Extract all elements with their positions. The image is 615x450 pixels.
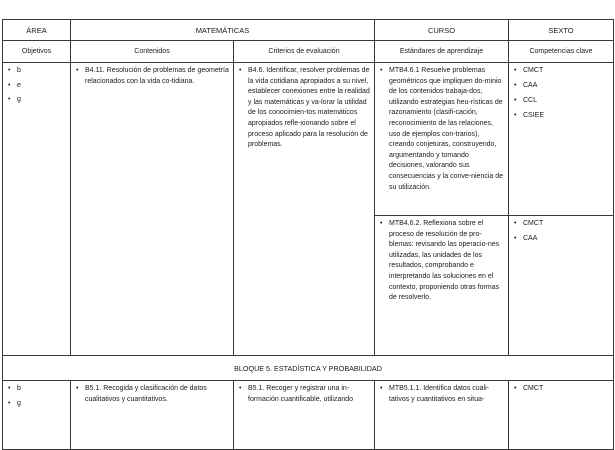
column-criterios-label: Criterios de evaluación xyxy=(268,48,340,55)
header-area-label: ÁREA xyxy=(26,25,47,35)
header-course-value xyxy=(508,19,614,41)
criterio-item: • B5.1. Recoger y registrar una in-formación cuantificable, utilizando xyxy=(237,384,370,405)
competencia-item: • CSIEE xyxy=(512,111,609,122)
block4-competencias-2-cell xyxy=(508,215,614,356)
estandar-item: • MTB4.6.2. Reflexiona sobre el proceso de resolución de pro-blemas: revisando las operacio-nes utilizadas, las unidades de los resultados, comprobando e interpretando las soluciones en el contexto, proponiendo otras formas de resolverlo. xyxy=(378,219,504,304)
block4-objetivos-list xyxy=(6,66,66,106)
column-criterios xyxy=(233,40,375,63)
column-estandares xyxy=(374,40,509,63)
block4-criterios-list xyxy=(237,66,370,151)
block5-competencias-cell xyxy=(508,380,614,450)
block5-contenidos-list xyxy=(74,384,229,405)
block4-competencias-2-list xyxy=(512,219,609,245)
block5-criterios-cell xyxy=(233,380,375,450)
block4-objetivos-cell xyxy=(2,62,71,356)
block4-criterios-cell xyxy=(233,62,375,356)
block5-contenidos-cell xyxy=(70,380,234,450)
block5-title: BLOQUE 5. ESTADÍSTICA Y PROBABILIDAD xyxy=(234,363,382,373)
competencia-item: • CCL xyxy=(512,96,609,107)
block4-competencias-1-cell xyxy=(508,62,614,216)
header-area xyxy=(2,19,71,41)
block4-competencias-1-list xyxy=(512,66,609,122)
block4-contenidos-list xyxy=(74,66,229,87)
objetivo-item: • g xyxy=(6,399,66,410)
criterio-item: • B4.6. Identificar, resolver problemas de la vida cotidiana apropiados a su nivel, establecer conexiones entre la realidad y las matemáticas y va-lorar la utilidad de los conocimien-tos matemáticos apropiados refle-xionando sobre el proceso aplicado para la resolución de problemas. xyxy=(237,66,370,151)
header-subject-label: MATEMÁTICAS xyxy=(195,25,250,35)
column-estandares-label: Estándares de aprendizaje xyxy=(399,48,484,55)
competencia-item: • CMCT xyxy=(512,219,609,230)
block4-estandar-2-cell xyxy=(374,215,509,356)
block5-estandar-list xyxy=(378,384,504,405)
block4-contenidos-cell xyxy=(70,62,234,356)
block5-criterios-list xyxy=(237,384,370,405)
objetivo-item: • b xyxy=(6,384,66,395)
objetivo-item: • g xyxy=(6,95,66,106)
competencia-item: • CAA xyxy=(512,234,609,245)
column-contenidos-label: Contenidos xyxy=(134,48,170,55)
curriculum-table xyxy=(2,19,614,439)
column-competencias-label: Competencias clave xyxy=(529,48,593,55)
header-course-label: CURSO xyxy=(427,25,456,35)
block4-estandar-2-list xyxy=(378,219,504,304)
estandar-item: • MTB5.1.1. Identifica datos cuali-tativos y cuantitativos en situa- xyxy=(378,384,504,405)
competencia-item: • CAA xyxy=(512,81,609,92)
column-objetivos-label: Objetivos xyxy=(21,48,52,55)
block5-estandar-cell xyxy=(374,380,509,450)
block4-estandar-1-cell xyxy=(374,62,509,216)
competencia-item: • CMCT xyxy=(512,66,609,77)
column-competencias xyxy=(508,40,614,63)
header-course xyxy=(374,19,509,41)
block5-title-row xyxy=(2,355,614,381)
block5-objetivos-cell xyxy=(2,380,71,450)
objetivo-item: • b xyxy=(6,66,66,77)
block5-objetivos-list xyxy=(6,384,66,409)
contenido-item: • B5.1. Recogida y clasificación de datos cualitativos y cuantitativos. xyxy=(74,384,229,405)
header-course-value-label: SEXTO xyxy=(548,25,574,35)
objetivo-item: • e xyxy=(6,81,66,92)
estandar-item: • MTB4.6.1 Resuelve problemas geométricos que impliquen do-minio de los contenidos trabaja-dos, utilizando estrategias heu-rísticas de razonamiento (clasifi-cación, reconocimiento de las relaciones, uso de ejemplos con-trarios), creando conjeturas, construyendo, argumentando y tomando decisiones, valorando sus consecuencias y la conve-niencia de su utilización. xyxy=(378,66,504,193)
competencia-item: • CMCT xyxy=(512,384,609,395)
header-subject xyxy=(70,19,375,41)
block5-competencias-list xyxy=(512,384,609,395)
contenido-item: • B4.11. Resolución de problemas de geometría relacionados con la vida co-tidiana. xyxy=(74,66,229,87)
block4-estandar-1-list xyxy=(378,66,504,193)
column-objetivos xyxy=(2,40,71,63)
column-contenidos xyxy=(70,40,234,63)
